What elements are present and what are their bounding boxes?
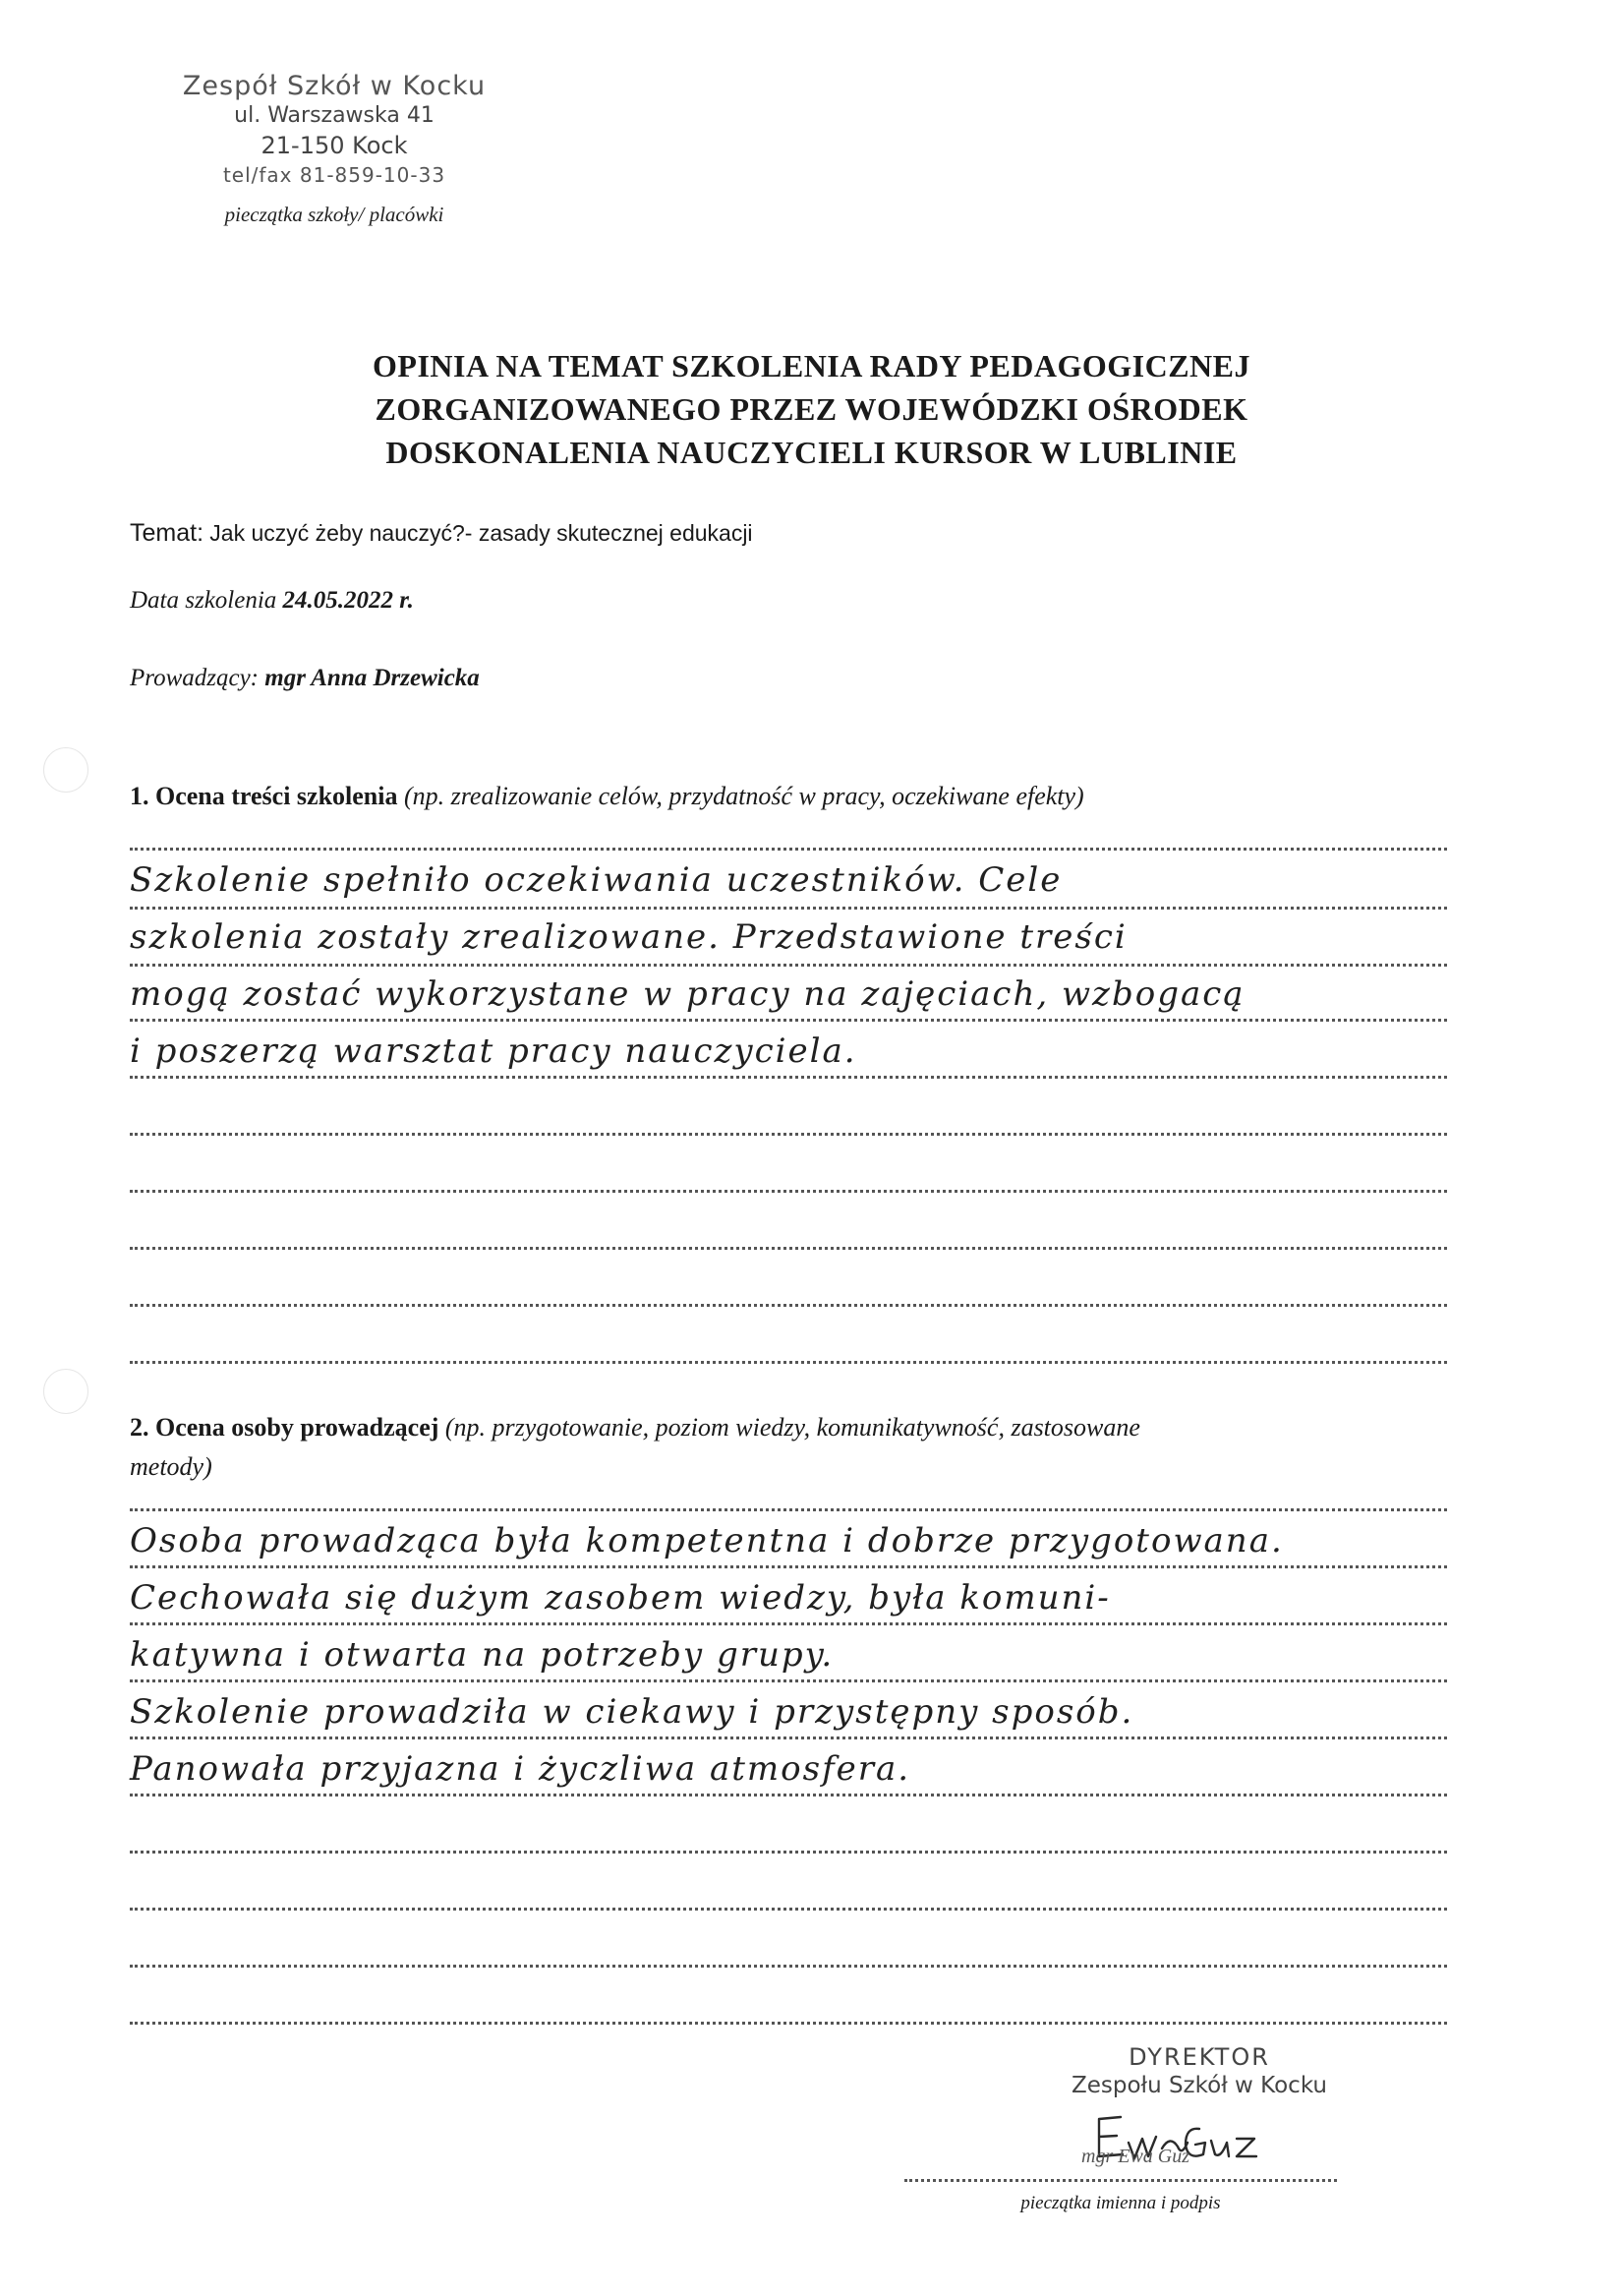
topic-label: Temat: bbox=[130, 519, 204, 547]
topic-row bbox=[130, 519, 753, 548]
topic-value: Jak uczyć żeby nauczyć?- zasady skutecznej edukacji bbox=[209, 520, 753, 546]
document-title bbox=[0, 344, 1623, 474]
dotted-line bbox=[130, 1133, 1447, 1136]
handwritten-line: i poszerzą warsztat pracy nauczyciela. bbox=[130, 1031, 857, 1071]
dotted-line bbox=[130, 1508, 1447, 1511]
handwritten-line: Panowała przyjazna i życzliwa atmosfera. bbox=[130, 1749, 911, 1789]
dotted-line bbox=[130, 1304, 1447, 1307]
date-value: 24.05.2022 r. bbox=[282, 587, 414, 614]
trainer-row bbox=[130, 665, 480, 692]
dotted-line bbox=[130, 1565, 1447, 1568]
stamp-caption: pieczątka szkoły/ placówki bbox=[224, 203, 444, 226]
dotted-line bbox=[130, 1622, 1447, 1625]
stamp-school-name: Zespół Szkół w Kocku bbox=[182, 71, 487, 101]
punch-hole bbox=[43, 1369, 88, 1414]
dotted-line bbox=[130, 964, 1447, 967]
section-1-heading bbox=[130, 777, 1447, 816]
handwritten-line: szkolenia zostały zrealizowane. Przedstawione treści bbox=[130, 917, 1128, 957]
handwritten-line: Cechowała się dużym zasobem wiedzy, była komuni- bbox=[130, 1578, 1111, 1618]
title-line-1: OPINIA NA TEMAT SZKOLENIA RADY PEDAGOGICZNEJ bbox=[373, 348, 1250, 383]
dotted-line bbox=[130, 1679, 1447, 1682]
signature-name: mgr Ewa Guz bbox=[1081, 2146, 1190, 2167]
dotted-line bbox=[130, 848, 1447, 851]
trainer-label: Prowadzący: bbox=[130, 665, 259, 691]
dotted-line bbox=[130, 2022, 1447, 2025]
handwritten-line: Szkolenie prowadziła w ciekawy i przystępny sposób. bbox=[130, 1692, 1134, 1732]
title-line-3: DOSKONALENIA NAUCZYCIELI KURSOR W LUBLINIE bbox=[385, 435, 1238, 470]
handwritten-line: mogą zostać wykorzystane w pracy na zajęciach, wzbogacą bbox=[130, 974, 1246, 1014]
signature-caption: pieczątka imienna i podpis bbox=[1020, 2193, 1221, 2213]
title-line-2: ZORGANIZOWANEGO PRZEZ WOJEWÓDZKI OŚRODEK bbox=[375, 391, 1248, 427]
punch-hole bbox=[43, 747, 88, 793]
date-label: Data szkolenia bbox=[130, 587, 277, 614]
signature-line bbox=[904, 2179, 1337, 2182]
section-2-title: 2. Ocena osoby prowadzącej bbox=[130, 1413, 439, 1442]
dotted-line bbox=[130, 1908, 1447, 1911]
handwritten-line: Osoba prowadząca była kompetentna i dobrze przygotowana. bbox=[130, 1521, 1284, 1560]
stamp-city: 21-150 Kock bbox=[261, 132, 408, 159]
dotted-line bbox=[130, 1019, 1447, 1022]
section-1-hint: (np. zrealizowanie celów, przydatność w pracy, oczekiwane efekty) bbox=[403, 782, 1084, 810]
trainer-value: mgr Anna Drzewicka bbox=[264, 665, 480, 691]
dotted-line bbox=[130, 1965, 1447, 1968]
handwritten-line: katywna i otwarta na potrzeby grupy. bbox=[130, 1635, 835, 1675]
section-2-hint: (np. przygotowanie, poziom wiedzy, komunikatywność, zastosowane bbox=[444, 1413, 1140, 1442]
director-title: DYREKTOR bbox=[1129, 2043, 1270, 2071]
dotted-line bbox=[130, 1247, 1447, 1250]
stamp-street: ul. Warszawska 41 bbox=[234, 103, 435, 128]
school-stamp bbox=[147, 71, 521, 187]
section-1-title: 1. Ocena treści szkolenia bbox=[130, 782, 398, 810]
section-2-hint-cont: metody) bbox=[130, 1452, 212, 1481]
dotted-line bbox=[130, 1851, 1447, 1854]
handwritten-line: Szkolenie spełniło oczekiwania uczestników. Cele bbox=[130, 860, 1063, 900]
section-2-heading bbox=[130, 1408, 1447, 1487]
stamp-phone: tel/fax 81-859-10-33 bbox=[222, 163, 446, 187]
dotted-line bbox=[130, 1794, 1447, 1796]
director-org: Zespołu Szkół w Kocku bbox=[1071, 2073, 1328, 2098]
date-row bbox=[130, 587, 414, 615]
dotted-line bbox=[130, 1190, 1447, 1193]
dotted-line bbox=[130, 907, 1447, 910]
dotted-line bbox=[130, 1076, 1447, 1079]
dotted-line bbox=[130, 1737, 1447, 1739]
dotted-line bbox=[130, 1361, 1447, 1364]
